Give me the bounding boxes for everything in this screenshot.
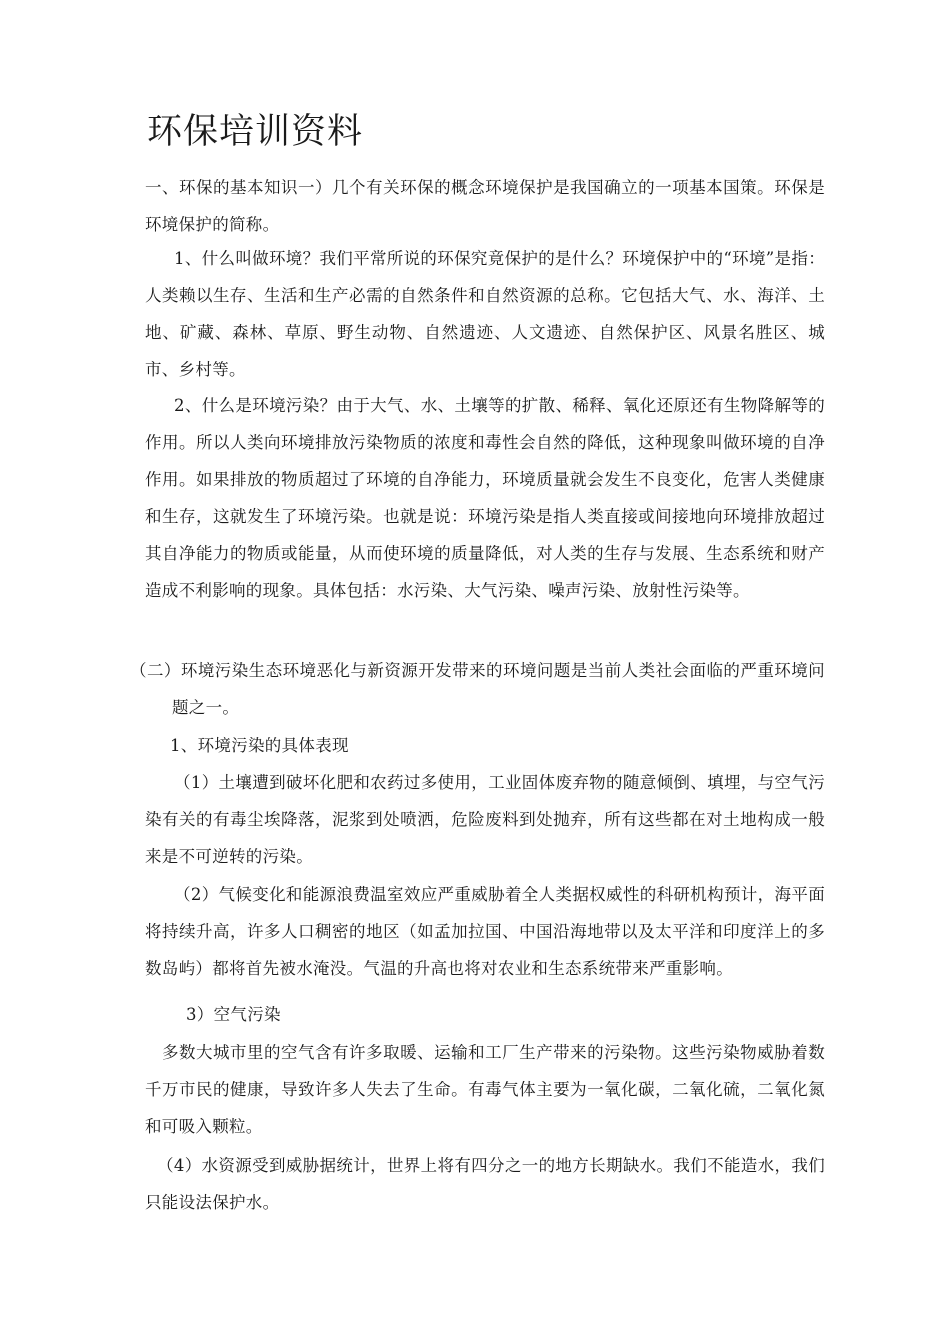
paragraph-what-is-pollution: 2、什么是环境污染？由于大气、水、土壤等的扩散、稀释、氧化还原还有生物降解等的作用。所以人类向环境排放污染物质的浓度和毒性会自然的降低，这种现象叫做环境的自净作用。如果排放的物质超过了环境的自净能力，环境质量就会发生不良变化，危害人类健康和生存，这就发生了环境污染。也就是说：环境污染是指人类直接或间接地向环境排放超过其自净能力的物质或能量，从而使环境的质量降低，对人类的生存与发展、生态系统和财产造成不利影响的现象。具体包括：水污染、大气污染、噪声污染、放射性污染等。 [145,396,825,600]
paragraph-what-is-environment: 1、什么叫做环境？我们平常所说的环保究竟保护的是什么？环境保护中的“环境”是指：人类赖以生存、生活和生产必需的自然条件和自然资源的总称。它包括大气、水、海洋、土地、矿藏、森林、草原、野生动物、自然遗迹、人文遗迹、自然保护区、风景名胜区、城市、乡村等。 [145,249,825,379]
subheading-air-pollution: 3）空气污染 [186,1005,281,1024]
paragraph-water-resources: （4）水资源受到威胁据统计，世界上将有四分之一的地方长期缺水。我们不能造水，我们只能设法保护水。 [145,1156,825,1212]
subheading-pollution-manifestations: 1、环境污染的具体表现 [170,736,349,755]
paragraph-basic-knowledge: 一、环保的基本知识一）几个有关环保的概念环境保护是我国确立的一项基本国策。环保是环境保护的简称。 [145,178,825,234]
paragraph-air-pollution: 多数大城市里的空气含有许多取暖、运输和工厂生产带来的污染物。这些污染物威胁着数千万市民的健康，导致许多人失去了生命。有毒气体主要为一氧化碳，二氧化硫，二氧化氮和可吸入颗粒。 [145,1043,825,1136]
document-title: 环保培训资料 [147,112,364,152]
paragraph-soil-damage: （1）土壤遭到破坏化肥和农药过多使用，工业固体废弃物的随意倾倒、填埋，与空气污染有关的有毒尘埃降落，泥浆到处喷洒，危险废料到处抛弃，所有这些都在对土地构成一般来是不可逆转的污染。 [145,773,825,866]
paragraph-climate-change: （2）气候变化和能源浪费温室效应严重威胁着全人类据权威性的科研机构预计，海平面将持续升高，许多人口稠密的地区（如孟加拉国、中国沿海地带以及太平洋和印度洋上的多数岛屿）都将首先被水淹没。气温的升高也将对农业和生态系统带来严重影响。 [145,885,825,978]
paragraph-section-two: （二）环境污染生态环境恶化与新资源开发带来的环境问题是当前人类社会面临的严重环境问题之一。 [130,661,825,717]
